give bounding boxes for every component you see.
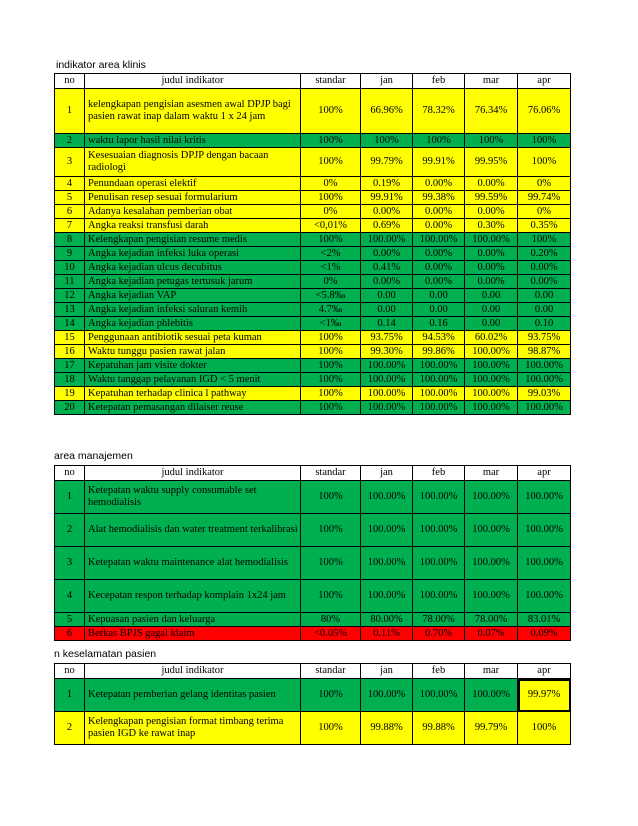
cell-standar: 100% xyxy=(301,387,361,401)
cell-mar: 100.00% xyxy=(465,387,518,401)
table-row xyxy=(55,177,571,191)
cell-feb: 0.00 xyxy=(413,303,465,317)
cell-no: 17 xyxy=(55,359,85,373)
cell-judul: Angka kejadian infeksi luka operasi xyxy=(85,247,301,261)
cell-no: 5 xyxy=(55,191,85,205)
cell-feb: 0.00% xyxy=(413,247,465,261)
table-row xyxy=(55,481,571,514)
cell-judul: Adanya kesalahan pemberian obat xyxy=(85,205,301,219)
header-cell: standar xyxy=(301,74,361,89)
cell-standar: 80% xyxy=(301,613,361,627)
cell-mar: 100.00% xyxy=(465,359,518,373)
cell-judul: Penulisan resep sesuai formularium xyxy=(85,191,301,205)
table-row xyxy=(55,331,571,345)
cell-standar: 100% xyxy=(301,233,361,247)
cell-feb: 100.00% xyxy=(413,481,465,514)
cell-no: 18 xyxy=(55,373,85,387)
cell-apr: 100.00% xyxy=(518,401,571,415)
cell-mar: 0.00% xyxy=(465,177,518,191)
cell-mar: 0.00 xyxy=(465,317,518,331)
cell-no: 16 xyxy=(55,345,85,359)
cell-feb: 100.00% xyxy=(413,401,465,415)
cell-feb: 100.00% xyxy=(413,373,465,387)
cell-mar: 0.00% xyxy=(465,275,518,289)
cell-no: 6 xyxy=(55,205,85,219)
header-cell: feb xyxy=(413,664,465,679)
cell-feb: 100% xyxy=(413,134,465,148)
cell-mar: 100.00% xyxy=(465,580,518,613)
cell-judul: Berkas BPJS gagal klaim xyxy=(85,627,301,641)
cell-no: 10 xyxy=(55,261,85,275)
cell-judul: Kepatuhan jam visite dokter xyxy=(85,359,301,373)
cell-jan: 100.00% xyxy=(361,580,413,613)
table-row xyxy=(55,580,571,613)
header-cell: jan xyxy=(361,664,413,679)
cell-judul: Angka kejadian phlebitis xyxy=(85,317,301,331)
section-title-manajemen: area manajemen xyxy=(54,450,133,462)
cell-judul: Kelengkapan pengisian resume medis xyxy=(85,233,301,247)
header-cell: feb xyxy=(413,466,465,481)
cell-apr: 76.06% xyxy=(518,89,571,134)
cell-jan: 66.96% xyxy=(361,89,413,134)
cell-apr: 99.03% xyxy=(518,387,571,401)
table-row xyxy=(55,359,571,373)
cell-mar: 100.00% xyxy=(465,679,518,712)
table-row xyxy=(55,712,571,745)
cell-mar: 0.00% xyxy=(465,205,518,219)
cell-mar: 100.00% xyxy=(465,345,518,359)
cell-mar: 60.02% xyxy=(465,331,518,345)
cell-no: 7 xyxy=(55,219,85,233)
cell-feb: 0.00% xyxy=(413,177,465,191)
cell-mar: 0.00% xyxy=(465,247,518,261)
cell-mar: 100.00% xyxy=(465,373,518,387)
cell-judul: Kepatuhan terhadap clinica l pathway xyxy=(85,387,301,401)
table-row xyxy=(55,627,571,641)
cell-feb: 100.00% xyxy=(413,359,465,373)
table-body-klinis xyxy=(55,89,571,415)
cell-mar: 100.00% xyxy=(465,481,518,514)
cell-standar: 100% xyxy=(301,134,361,148)
cell-judul: Ketepatan waktu supply consumable set hemodialisis xyxy=(85,481,301,514)
cell-feb: 0.00% xyxy=(413,261,465,275)
cell-no: 14 xyxy=(55,317,85,331)
header-cell: feb xyxy=(413,74,465,89)
cell-no: 2 xyxy=(55,712,85,745)
cell-apr: 100.00% xyxy=(518,481,571,514)
header-cell: standar xyxy=(301,466,361,481)
cell-jan: 0.69% xyxy=(361,219,413,233)
cell-no: 6 xyxy=(55,627,85,641)
cell-feb: 0.00 xyxy=(413,289,465,303)
cell-jan: 0.14 xyxy=(361,317,413,331)
cell-judul: Penggunaan antibiotik sesuai peta kuman xyxy=(85,331,301,345)
cell-judul: Angka kejadian ulcus decubitus xyxy=(85,261,301,275)
cell-no: 20 xyxy=(55,401,85,415)
cell-jan: 93.75% xyxy=(361,331,413,345)
cell-standar: 0% xyxy=(301,177,361,191)
header-cell: mar xyxy=(465,74,518,89)
cell-standar: 100% xyxy=(301,148,361,177)
cell-standar: 0% xyxy=(301,275,361,289)
cell-feb: 0.00% xyxy=(413,275,465,289)
cell-jan: 100.00% xyxy=(361,373,413,387)
cell-standar: 100% xyxy=(301,547,361,580)
cell-apr: 99.74% xyxy=(518,191,571,205)
section-title-keselamatan: n keselamatan pasien xyxy=(54,648,157,660)
cell-no: 9 xyxy=(55,247,85,261)
cell-mar: 76.34% xyxy=(465,89,518,134)
cell-jan: 100% xyxy=(361,134,413,148)
cell-apr: 0.00% xyxy=(518,261,571,275)
cell-apr: 0.00 xyxy=(518,303,571,317)
cell-apr: 0% xyxy=(518,177,571,191)
cell-no: 3 xyxy=(55,547,85,580)
cell-jan: 0.00% xyxy=(361,205,413,219)
cell-apr: 98.87% xyxy=(518,345,571,359)
cell-jan: 99.91% xyxy=(361,191,413,205)
cell-feb: 99.88% xyxy=(413,712,465,745)
table-row xyxy=(55,191,571,205)
header-cell: apr xyxy=(518,466,571,481)
cell-jan: 100.00% xyxy=(361,481,413,514)
cell-no: 1 xyxy=(55,679,85,712)
cell-apr: 83.01% xyxy=(518,613,571,627)
cell-mar: 100.00% xyxy=(465,514,518,547)
cell-jan: 0.00 xyxy=(361,303,413,317)
header-cell: standar xyxy=(301,664,361,679)
cell-mar: 99.59% xyxy=(465,191,518,205)
table-row xyxy=(55,613,571,627)
header-cell: apr xyxy=(518,664,571,679)
table-row xyxy=(55,373,571,387)
cell-apr: 100.00% xyxy=(518,373,571,387)
header-cell: jan xyxy=(361,74,413,89)
cell-jan: 99.88% xyxy=(361,712,413,745)
cell-no: 4 xyxy=(55,580,85,613)
cell-standar: 100% xyxy=(301,580,361,613)
cell-judul: Angka kejadian petugas tertusuk jarum xyxy=(85,275,301,289)
cell-standar: 100% xyxy=(301,359,361,373)
cell-jan: 0.19% xyxy=(361,177,413,191)
header-cell: judul indikator xyxy=(85,466,301,481)
table-row xyxy=(55,261,571,275)
cell-feb: 78.00% xyxy=(413,613,465,627)
cell-no: 15 xyxy=(55,331,85,345)
table-row xyxy=(55,317,571,331)
cell-standar: <0,01% xyxy=(301,219,361,233)
cell-standar: <1‰ xyxy=(301,317,361,331)
header-cell: no xyxy=(55,466,85,481)
header-cell: apr xyxy=(518,74,571,89)
table-body-keselamatan xyxy=(55,679,571,745)
cell-feb: 99.38% xyxy=(413,191,465,205)
table-row xyxy=(55,303,571,317)
cell-judul: Waktu tanggap pelayanan IGD < 5 menit xyxy=(85,373,301,387)
table-row xyxy=(55,679,571,712)
cell-feb: 94.53% xyxy=(413,331,465,345)
cell-feb: 100.00% xyxy=(413,580,465,613)
cell-jan: 0.00% xyxy=(361,247,413,261)
cell-judul: Angka kejadian infeksi saluran kemih xyxy=(85,303,301,317)
cell-no: 3 xyxy=(55,148,85,177)
table-row xyxy=(55,247,571,261)
cell-feb: 0.00% xyxy=(413,205,465,219)
header-cell: mar xyxy=(465,466,518,481)
cell-jan: 100.00% xyxy=(361,387,413,401)
cell-standar: 100% xyxy=(301,191,361,205)
cell-jan: 100.00% xyxy=(361,233,413,247)
cell-mar: 99.79% xyxy=(465,712,518,745)
cell-judul: Kepuasan pasien dan keluarga xyxy=(85,613,301,627)
cell-judul: waktu lapor hasil nilai kritis xyxy=(85,134,301,148)
table-row xyxy=(55,219,571,233)
cell-no: 2 xyxy=(55,514,85,547)
cell-standar: 100% xyxy=(301,331,361,345)
cell-apr: 100% xyxy=(518,148,571,177)
cell-judul: kelengkapan pengisian asesmen awal DPJP bagi pasien rawat inap dalam waktu 1 x 24 jam xyxy=(85,89,301,134)
cell-standar: <1% xyxy=(301,261,361,275)
cell-standar: <0.05% xyxy=(301,627,361,641)
cell-no: 19 xyxy=(55,387,85,401)
cell-apr: 0.35% xyxy=(518,219,571,233)
cell-feb: 0.00% xyxy=(413,219,465,233)
cell-apr: 0.00 xyxy=(518,289,571,303)
cell-standar: 100% xyxy=(301,481,361,514)
cell-apr: 0.10 xyxy=(518,317,571,331)
cell-standar: <2% xyxy=(301,247,361,261)
cell-mar: 100.00% xyxy=(465,233,518,247)
cell-feb: 0.16 xyxy=(413,317,465,331)
table-row xyxy=(55,387,571,401)
cell-standar: 100% xyxy=(301,401,361,415)
section-title-klinis: indikator area klinis xyxy=(56,59,146,71)
cell-jan: 100.00% xyxy=(361,679,413,712)
table-row xyxy=(55,148,571,177)
cell-apr: 93.75% xyxy=(518,331,571,345)
cell-judul: Penundaan operasi elektif xyxy=(85,177,301,191)
table-row xyxy=(55,547,571,580)
header-cell: mar xyxy=(465,664,518,679)
cell-apr: 0.09% xyxy=(518,627,571,641)
cell-no: 12 xyxy=(55,289,85,303)
cell-judul: Angka reaksi transfusi darah xyxy=(85,219,301,233)
cell-feb: 78.32% xyxy=(413,89,465,134)
cell-judul: Angka kejadian VAP xyxy=(85,289,301,303)
header-row xyxy=(55,74,571,89)
cell-standar: 100% xyxy=(301,514,361,547)
cell-apr: 0% xyxy=(518,205,571,219)
cell-no: 2 xyxy=(55,134,85,148)
table-row xyxy=(55,205,571,219)
cell-mar: 0.07% xyxy=(465,627,518,641)
cell-standar: 100% xyxy=(301,345,361,359)
table-row xyxy=(55,401,571,415)
cell-jan: 0.00% xyxy=(361,275,413,289)
cell-apr: 100.00% xyxy=(518,580,571,613)
cell-feb: 100.00% xyxy=(413,387,465,401)
cell-judul: Ketepatan pemasangan dilaiser reuse xyxy=(85,401,301,415)
cell-jan: 100.00% xyxy=(361,359,413,373)
header-cell: judul indikator xyxy=(85,74,301,89)
cell-jan: 0.41% xyxy=(361,261,413,275)
cell-jan: 0.00 xyxy=(361,289,413,303)
cell-judul: Waktu tunggu pasien rawat jalan xyxy=(85,345,301,359)
cell-judul: Kelengkapan pengisian format timbang terima pasien IGD ke rawat inap xyxy=(85,712,301,745)
table-keselamatan xyxy=(54,663,571,745)
cell-feb: 100.00% xyxy=(413,547,465,580)
cell-judul: Ketepatan pemberian gelang identitas pasien xyxy=(85,679,301,712)
cell-standar: 4.7‰ xyxy=(301,303,361,317)
cell-standar: 100% xyxy=(301,679,361,712)
cell-no: 11 xyxy=(55,275,85,289)
header-cell: no xyxy=(55,664,85,679)
cell-judul: Alat hemodialisis dan water treatment terkalibrasi xyxy=(85,514,301,547)
cell-mar: 100% xyxy=(465,134,518,148)
cell-mar: 100.00% xyxy=(465,401,518,415)
table-row xyxy=(55,514,571,547)
cell-jan: 100.00% xyxy=(361,547,413,580)
cell-mar: 0.00 xyxy=(465,303,518,317)
cell-jan: 0.11% xyxy=(361,627,413,641)
cell-jan: 80.00% xyxy=(361,613,413,627)
cell-standar: <5.8‰ xyxy=(301,289,361,303)
cell-mar: 99.95% xyxy=(465,148,518,177)
cell-no: 8 xyxy=(55,233,85,247)
header-row xyxy=(55,466,571,481)
cell-no: 1 xyxy=(55,481,85,514)
header-row xyxy=(55,664,571,679)
cell-jan: 100.00% xyxy=(361,514,413,547)
cell-jan: 100.00% xyxy=(361,401,413,415)
cell-standar: 100% xyxy=(301,373,361,387)
cell-apr: 100.00% xyxy=(518,547,571,580)
cell-apr: 100% xyxy=(518,233,571,247)
cell-jan: 99.79% xyxy=(361,148,413,177)
cell-no: 5 xyxy=(55,613,85,627)
table-row xyxy=(55,289,571,303)
table-body-manajemen xyxy=(55,481,571,641)
cell-mar: 78.00% xyxy=(465,613,518,627)
cell-judul: Ketepatan waktu maintenance alat hemodialisis xyxy=(85,547,301,580)
cell-no: 4 xyxy=(55,177,85,191)
table-row xyxy=(55,345,571,359)
cell-mar: 0.30% xyxy=(465,219,518,233)
table-klinis xyxy=(54,73,571,415)
cell-apr: 100% xyxy=(518,712,571,745)
cell-standar: 100% xyxy=(301,89,361,134)
cell-standar: 100% xyxy=(301,712,361,745)
cell-mar: 0.00 xyxy=(465,289,518,303)
cell-mar: 0.00% xyxy=(465,261,518,275)
cell-judul: Kesesuaian diagnosis DPJP dengan bacaan radiologi xyxy=(85,148,301,177)
table-row xyxy=(55,233,571,247)
cell-feb: 0.70% xyxy=(413,627,465,641)
table-row xyxy=(55,134,571,148)
cell-feb: 100.00% xyxy=(413,233,465,247)
cell-apr: 0.20% xyxy=(518,247,571,261)
cell-apr: 100.00% xyxy=(518,359,571,373)
table-manajemen xyxy=(54,465,571,641)
table-row xyxy=(55,275,571,289)
cell-mar: 100.00% xyxy=(465,547,518,580)
header-cell: jan xyxy=(361,466,413,481)
header-cell: judul indikator xyxy=(85,664,301,679)
cell-no: 1 xyxy=(55,89,85,134)
cell-feb: 99.91% xyxy=(413,148,465,177)
cell-feb: 100.00% xyxy=(413,679,465,712)
cell-feb: 99.86% xyxy=(413,345,465,359)
table-row xyxy=(55,89,571,134)
cell-apr: 100.00% xyxy=(518,514,571,547)
cell-standar: 0% xyxy=(301,205,361,219)
header-cell: no xyxy=(55,74,85,89)
cell-apr: 100% xyxy=(518,134,571,148)
cell-judul: Kecepatan respon terhadap komplain 1x24 jam xyxy=(85,580,301,613)
cell-apr: 99.97% xyxy=(518,679,571,712)
cell-feb: 100.00% xyxy=(413,514,465,547)
cell-jan: 99.30% xyxy=(361,345,413,359)
cell-apr: 0.00% xyxy=(518,275,571,289)
cell-no: 13 xyxy=(55,303,85,317)
